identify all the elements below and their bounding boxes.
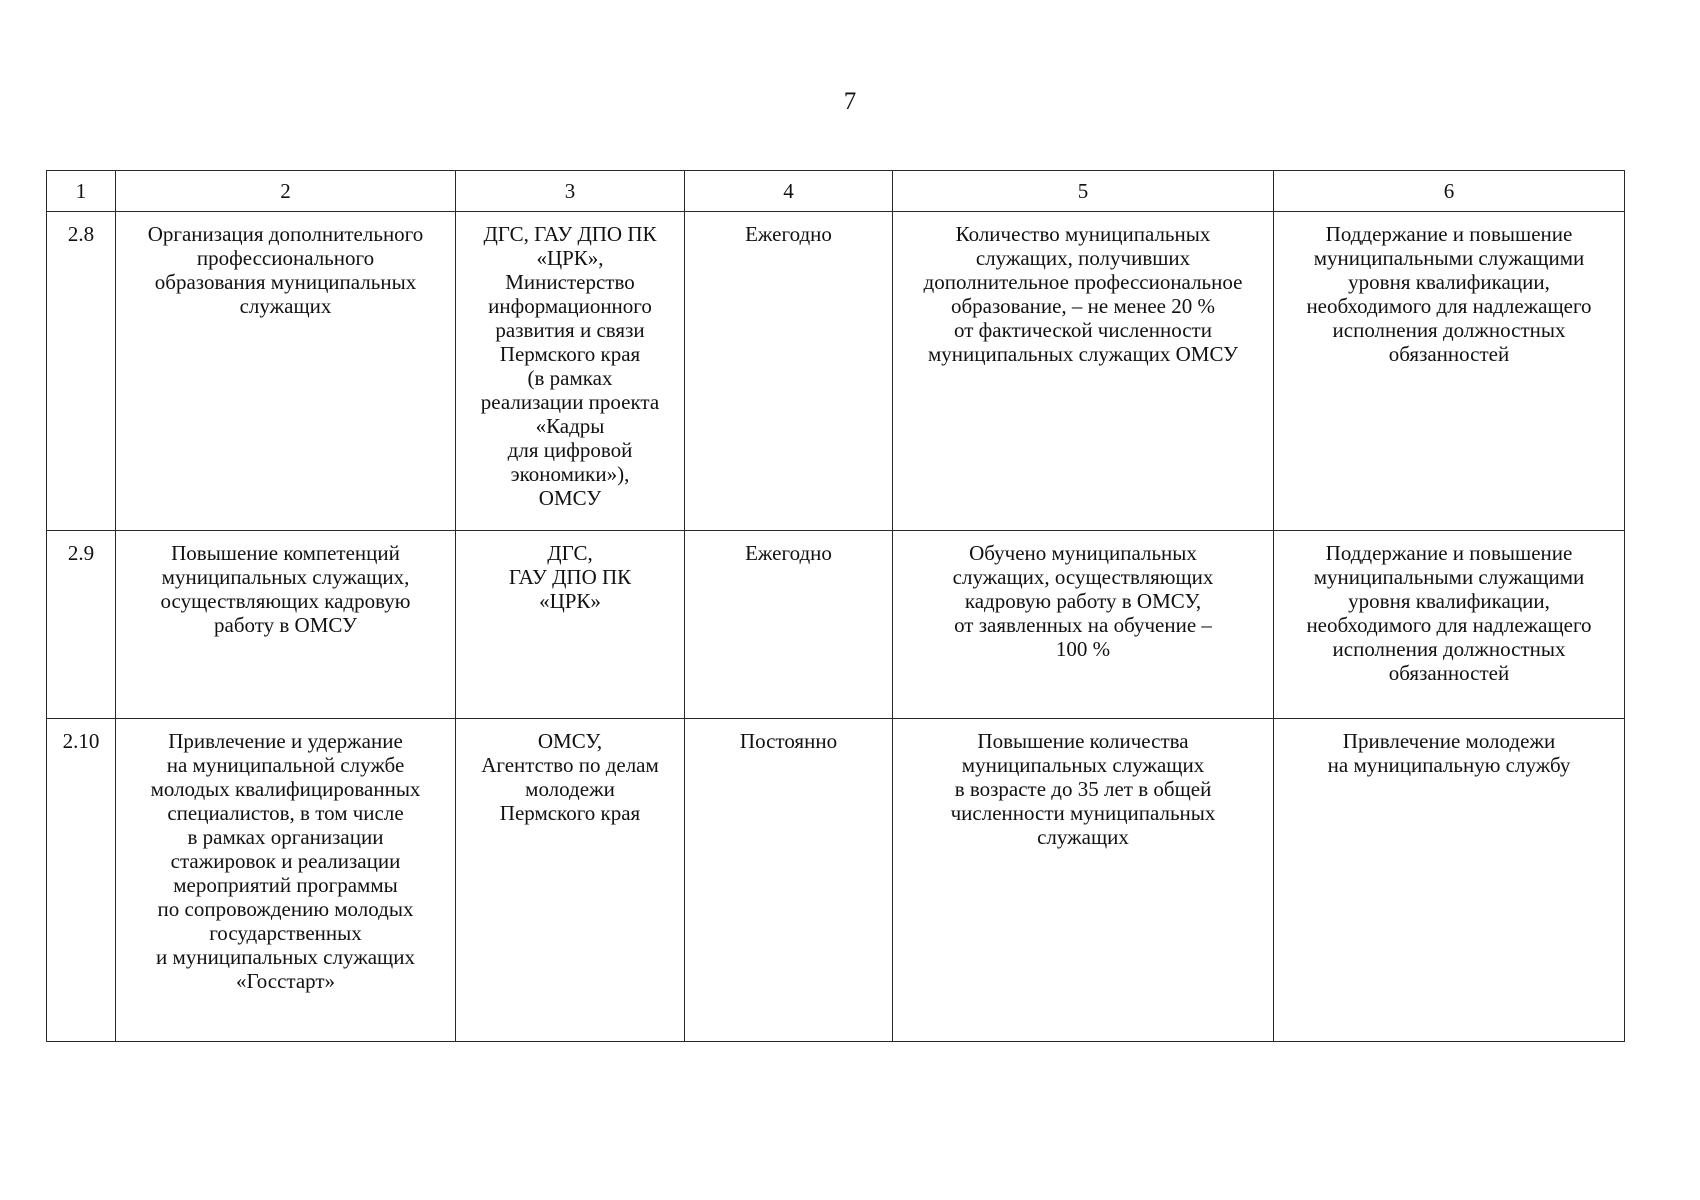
- header-cell-2: 2: [116, 171, 456, 212]
- activity-cell: Привлечение и удержание на муниципальной службе молодых квалифицированных специалистов, в том числе в рамках организации стажировок и реализации мероприятий программы по сопровождению молодых государственных и муниципальных служащих «Госстарт»: [116, 719, 456, 1042]
- executors-cell: ДГС, ГАУ ДПО ПК «ЦРК», Министерство информационного развития и связи Пермского края (в рамках реализации проекта «Кадры для цифровой экономики»), ОМСУ: [456, 212, 685, 531]
- page-number: 7: [843, 88, 857, 115]
- row-number: 2.8: [47, 212, 116, 531]
- activities-table: [46, 170, 1625, 1042]
- activity-cell: Организация дополнительного профессионального образования муниципальных служащих: [116, 212, 456, 531]
- header-cell-1: 1: [47, 171, 116, 212]
- result-cell: Поддержание и повышение муниципальными служащими уровня квалификации, необходимого для надлежащего исполнения должностных обязанностей: [1274, 212, 1625, 531]
- table-row: [47, 531, 1625, 719]
- header-cell-6: 6: [1274, 171, 1625, 212]
- executors-cell: ДГС, ГАУ ДПО ПК «ЦРК»: [456, 531, 685, 719]
- term-cell: Ежегодно: [685, 212, 893, 531]
- term-cell: Ежегодно: [685, 531, 893, 719]
- result-cell: Поддержание и повышение муниципальными служащими уровня квалификации, необходимого для надлежащего исполнения должностных обязанностей: [1274, 531, 1625, 719]
- table-row: [47, 212, 1625, 531]
- indicator-cell: Количество муниципальных служащих, получивших дополнительное профессиональное образование, – не менее 20 % от фактической численности муниципальных служащих ОМСУ: [893, 212, 1274, 531]
- term-cell: Постоянно: [685, 719, 893, 1042]
- table-header-row: [47, 171, 1625, 212]
- header-cell-5: 5: [893, 171, 1274, 212]
- table-row: [47, 719, 1625, 1042]
- header-cell-3: 3: [456, 171, 685, 212]
- activity-cell: Повышение компетенций муниципальных служащих, осуществляющих кадровую работу в ОМСУ: [116, 531, 456, 719]
- indicator-cell: Повышение количества муниципальных служащих в возрасте до 35 лет в общей численности муниципальных служащих: [893, 719, 1274, 1042]
- executors-cell: ОМСУ, Агентство по делам молодежи Пермского края: [456, 719, 685, 1042]
- indicator-cell: Обучено муниципальных служащих, осуществляющих кадровую работу в ОМСУ, от заявленных на обучение – 100 %: [893, 531, 1274, 719]
- header-cell-4: 4: [685, 171, 893, 212]
- row-number: 2.10: [47, 719, 116, 1042]
- result-cell: Привлечение молодежи на муниципальную службу: [1274, 719, 1625, 1042]
- row-number: 2.9: [47, 531, 116, 719]
